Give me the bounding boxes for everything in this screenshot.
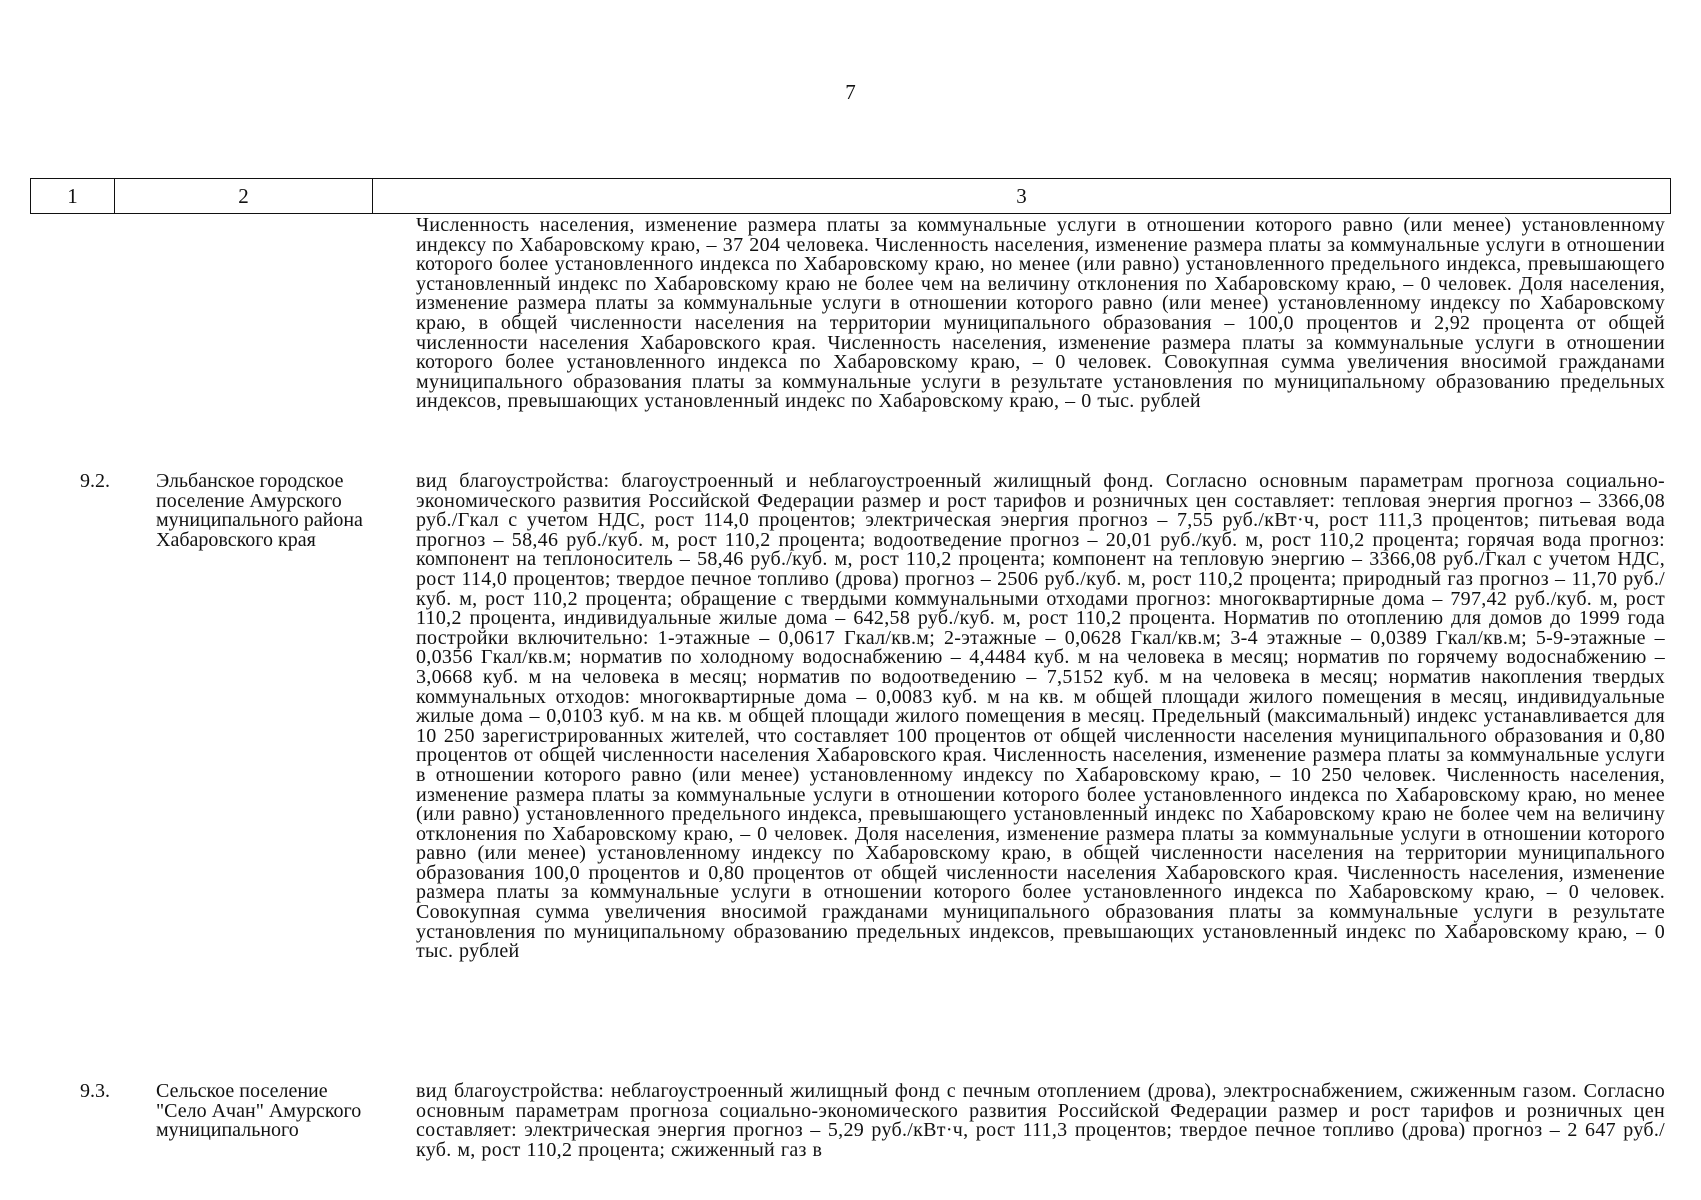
- page-number: 7: [845, 80, 856, 104]
- column-header-3: 3: [1016, 183, 1027, 208]
- municipality-name: Эльбанское городское поселение Амурского муниципального района Хабаровского края: [156, 470, 363, 551]
- row-description: Численность населения, изменение размера платы за коммунальные услуги в отношении которого равно (или менее) установленному индексу по Хабаровскому краю, – 37 204 человека. Численность населения, изменение размера платы за коммунальные услуги в отношении которого более установленного индекса по Хабаровскому краю, но менее (или равно) установленного предельного индекса, превышающего установленный индекс по Хабаровскому краю не более чем на величину отклонения по Хабаровскому краю, – 0 человек. Доля населения, изменение размера платы за коммунальные услуги в отношении которого равно (или менее) установленному индексу по Хабаровскому краю, в общей численности населения на территории муниципального образования – 100,0 процентов и 2,92 процента от общей численности населения Хабаровского края. Численность населения, изменение размера платы за коммунальные услуги в отношении которого более установленного индекса по Хабаровскому краю, – 0 человек. Совокупная сумма увеличения вносимой гражданами муниципального образования платы за коммунальные услуги в результате установления по муниципальному образованию предельных индексов, превышающих установленный индекс по Хабаровскому краю, – 0 тыс. рублей: [416, 214, 1665, 413]
- table-row: [30, 460, 1671, 1070]
- column-header-2: 2: [115, 179, 373, 213]
- row-number: 9.3.: [80, 1080, 110, 1102]
- column-header-1: 1: [31, 179, 115, 213]
- row-number: 9.2.: [80, 470, 110, 492]
- row-description: вид благоустройства: благоустроенный и неблагоустроенный жилищный фонд. Согласно основным параметрам прогноза социально-экономического развития Российской Федерации размер и рост тарифов и розничных цен составляет: тепловая энергия прогноз – 3366,08 руб./Гкал с учетом НДС, рост 114,0 процентов; электрическая энергия прогноз – 7,55 руб./кВт·ч, рост 111,3 процентов; питьевая вода прогноз – 58,46 руб./куб. м, рост 110,2 процента; водоотведение прогноз – 20,01 руб./куб. м, рост 110,2 процента; горячая вода прогноз: компонент на теплоноситель – 58,46 руб./куб. м, рост 110,2 процента; компонент на тепловую энергию – 3366,08 руб./Гкал с учетом НДС, рост 114,0 процентов; твердое печное топливо (дрова) прогноз – 2506 руб./куб. м, рост 110,2 процента; природный газ прогноз – 11,70 руб./куб. м, рост 110,2 процента; обращение с твердыми коммунальными отходами прогноз: многоквартирные дома – 797,42 руб./куб. м, рост 110,2 процента, индивидуальные жилые дома – 642,58 руб./куб. м, рост 110,2 процента. Норматив по отоплению для домов до 1999 года постройки включительно: 1-этажные – 0,0617 Гкал/кв.м; 2-этажные – 0,0628 Гкал/кв.м; 3-4 этажные – 0,0389 Гкал/кв.м; 5-9-этажные – 0,0356 Гкал/кв.м; норматив по холодному водоснабжению – 4,4484 куб. м на человека в месяц; норматив по горячему водоснабжению – 3,0668 куб. м на человека в месяц; норматив по водоотведению – 7,5152 куб. м на человека в месяц; норматив накопления твердых коммунальных отходов: многоквартирные дома – 0,0083 куб. м на кв. м общей площади жилого помещения в месяц, индивидуальные жилые дома – 0,0103 куб. м на кв. м общей площади жилого помещения в месяц. Предельный (максимальный) индекс устанавливается для 10 250 зарегистрированных жителей, что составляет 100 процентов от общей численности населения муниципального образования и 0,80 процентов от общей численности населения Хабаровского края. Численность населения, изменение размера платы за коммунальные услуги в отношении которого равно (или менее) установленному индексу по Хабаровскому краю, – 10 250 человек. Численность населения, изменение размера платы за коммунальные услуги в отношении которого более установленного индекса по Хабаровскому краю, но менее (или равно) установленного предельного индекса, превышающего установленный индекс по Хабаровскому краю не более чем на величину отклонения по Хабаровскому краю, – 0 человек. Доля населения, изменение размера платы за коммунальные услуги в отношении которого равно (или менее) установленному индексу по Хабаровскому краю, в общей численности населения на территории муниципального образования 100,0 процентов и 0,80 процентов от общей численности населения Хабаровского края. Численность населения, изменение размера платы за коммунальные услуги в отношении которого более установленного индекса по Хабаровскому краю, – 0 человек. Совокупная сумма увеличения вносимой гражданами муниципального образования платы за коммунальные услуги в результате установления по муниципальному образованию предельных индексов, превышающих установленный индекс по Хабаровскому краю, – 0 тыс. рублей: [416, 470, 1665, 963]
- row-description: вид благоустройства: неблагоустроенный жилищный фонд с печным отоплением (дрова), электроснабжением, сжиженным газом. Согласно основным параметрам прогноза социально-экономического развития Российской Федерации размер и рост тарифов и розничных цен составляет: электрическая энергия прогноз – 5,29 руб./кВт·ч, рост 111,3 процентов; твердое печное топливо (дрова) прогноз – 2 647 руб./куб. м, рост 110,2 процента; сжиженный газ в: [416, 1080, 1665, 1161]
- table-body: [30, 216, 1671, 1160]
- table-column-header: [30, 178, 1671, 214]
- table-row: [30, 1070, 1671, 1160]
- table-row: [30, 216, 1671, 460]
- municipality-name: Сельское поселение "Село Ачан" Амурского муниципального: [156, 1080, 362, 1142]
